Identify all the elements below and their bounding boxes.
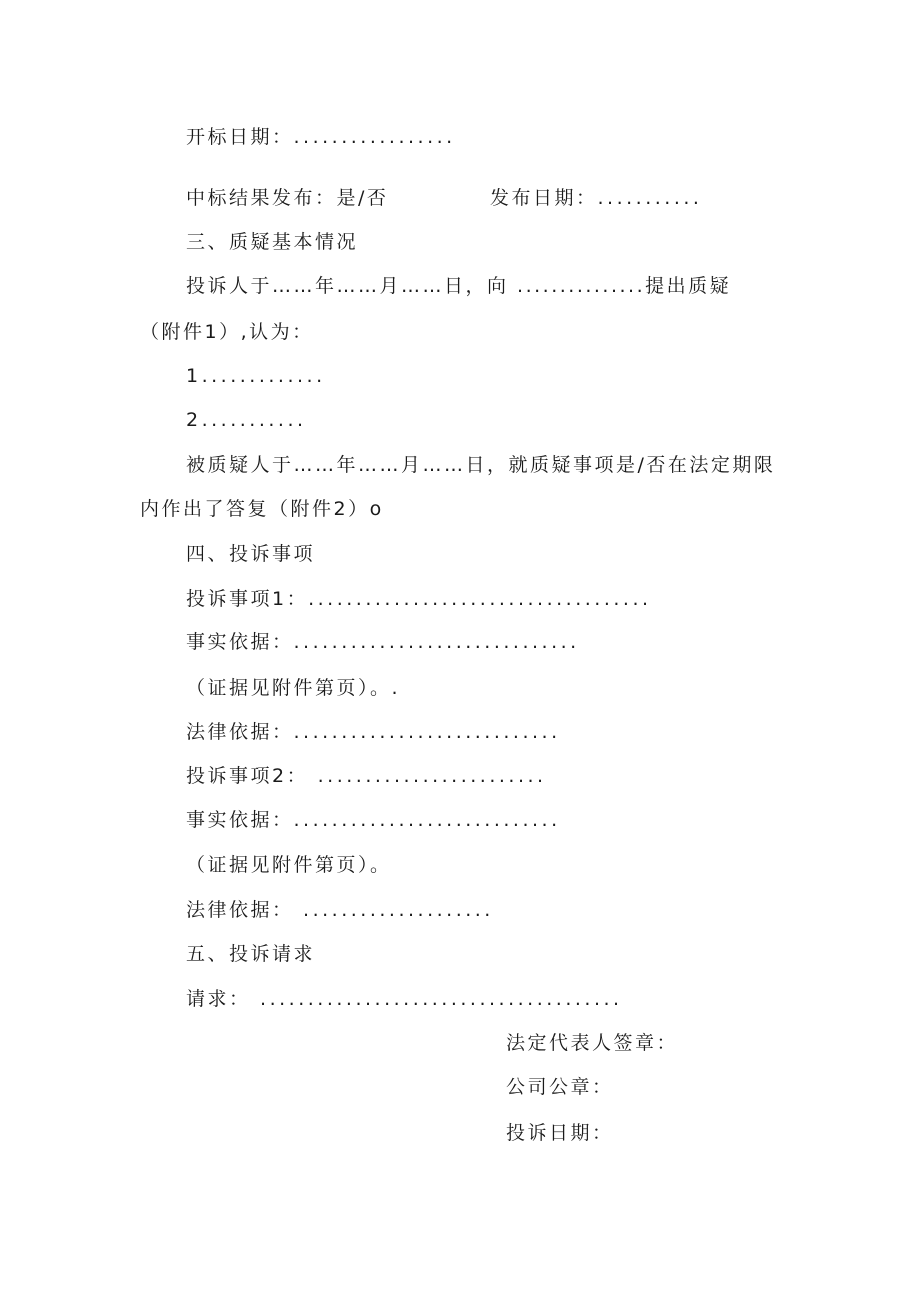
request-value: ......................................: [250, 988, 623, 1010]
complaint-date: 投诉日期：: [506, 1122, 614, 1144]
complaint-item-1-value: ....................................: [308, 588, 652, 610]
bid-opening-value: .................: [293, 126, 456, 148]
award-result-line: [186, 186, 388, 210]
fact-basis-2-value: ............................: [293, 809, 561, 831]
section-4-heading: 四、投诉事项: [186, 543, 316, 565]
fact-basis-1-value: ..............................: [293, 631, 580, 653]
section-3-item-1: 1.............: [186, 365, 326, 387]
complaint-item-1-label: 投诉事项1：: [186, 588, 309, 610]
section-3-line-3: 被质疑人于……年……月……日，就质疑事项是/否在法定期限: [186, 454, 776, 476]
legal-basis-2-line: [186, 898, 494, 922]
fact-basis-2-line: [186, 808, 561, 832]
legal-basis-1-line: [186, 720, 561, 744]
section-3-line-4: 内作出了答复（附件2）o: [140, 498, 384, 520]
evidence-note-1: （证据见附件第页）。.: [186, 677, 401, 699]
request-label: 请求：: [186, 988, 251, 1010]
complaint-item-2-line: [186, 764, 547, 788]
complaint-item-2-value: ........................: [308, 765, 547, 787]
section-3-line-1: 投诉人于……年……月……日，向 ...............提出质疑: [186, 275, 732, 297]
fact-basis-1-line: [186, 630, 580, 654]
section-5-heading: 五、投诉请求: [186, 943, 316, 965]
section-3-heading: 三、质疑基本情况: [186, 231, 359, 253]
legal-basis-2-value: ....................: [293, 899, 494, 921]
evidence-note-2: （证据见附件第页）。: [186, 854, 392, 876]
company-seal: 公司公章：: [506, 1076, 614, 1098]
publish-date-line: [490, 186, 702, 210]
section-3-line-2: （附件1）,认为：: [140, 321, 314, 343]
bid-opening-label: 开标日期：: [186, 126, 294, 148]
request-line: [186, 987, 623, 1011]
publish-date-label: 发布日期：: [490, 187, 598, 209]
complaint-item-2-label: 投诉事项2：: [186, 765, 309, 787]
complaint-item-1-line: [186, 587, 652, 611]
award-result-label: 中标结果发布：是/否: [186, 187, 389, 209]
fact-basis-1-label: 事实依据：: [186, 631, 294, 653]
legal-basis-1-value: ............................: [293, 721, 561, 743]
section-3-item-2: 2...........: [186, 409, 307, 431]
legal-basis-2-label: 法律依据：: [186, 899, 294, 921]
fact-basis-2-label: 事实依据：: [186, 809, 294, 831]
legal-representative-signature: 法定代表人签章：: [506, 1032, 679, 1054]
publish-date-value: ...........: [597, 187, 703, 209]
legal-basis-1-label: 法律依据：: [186, 721, 294, 743]
bid-opening-line: [186, 125, 456, 149]
